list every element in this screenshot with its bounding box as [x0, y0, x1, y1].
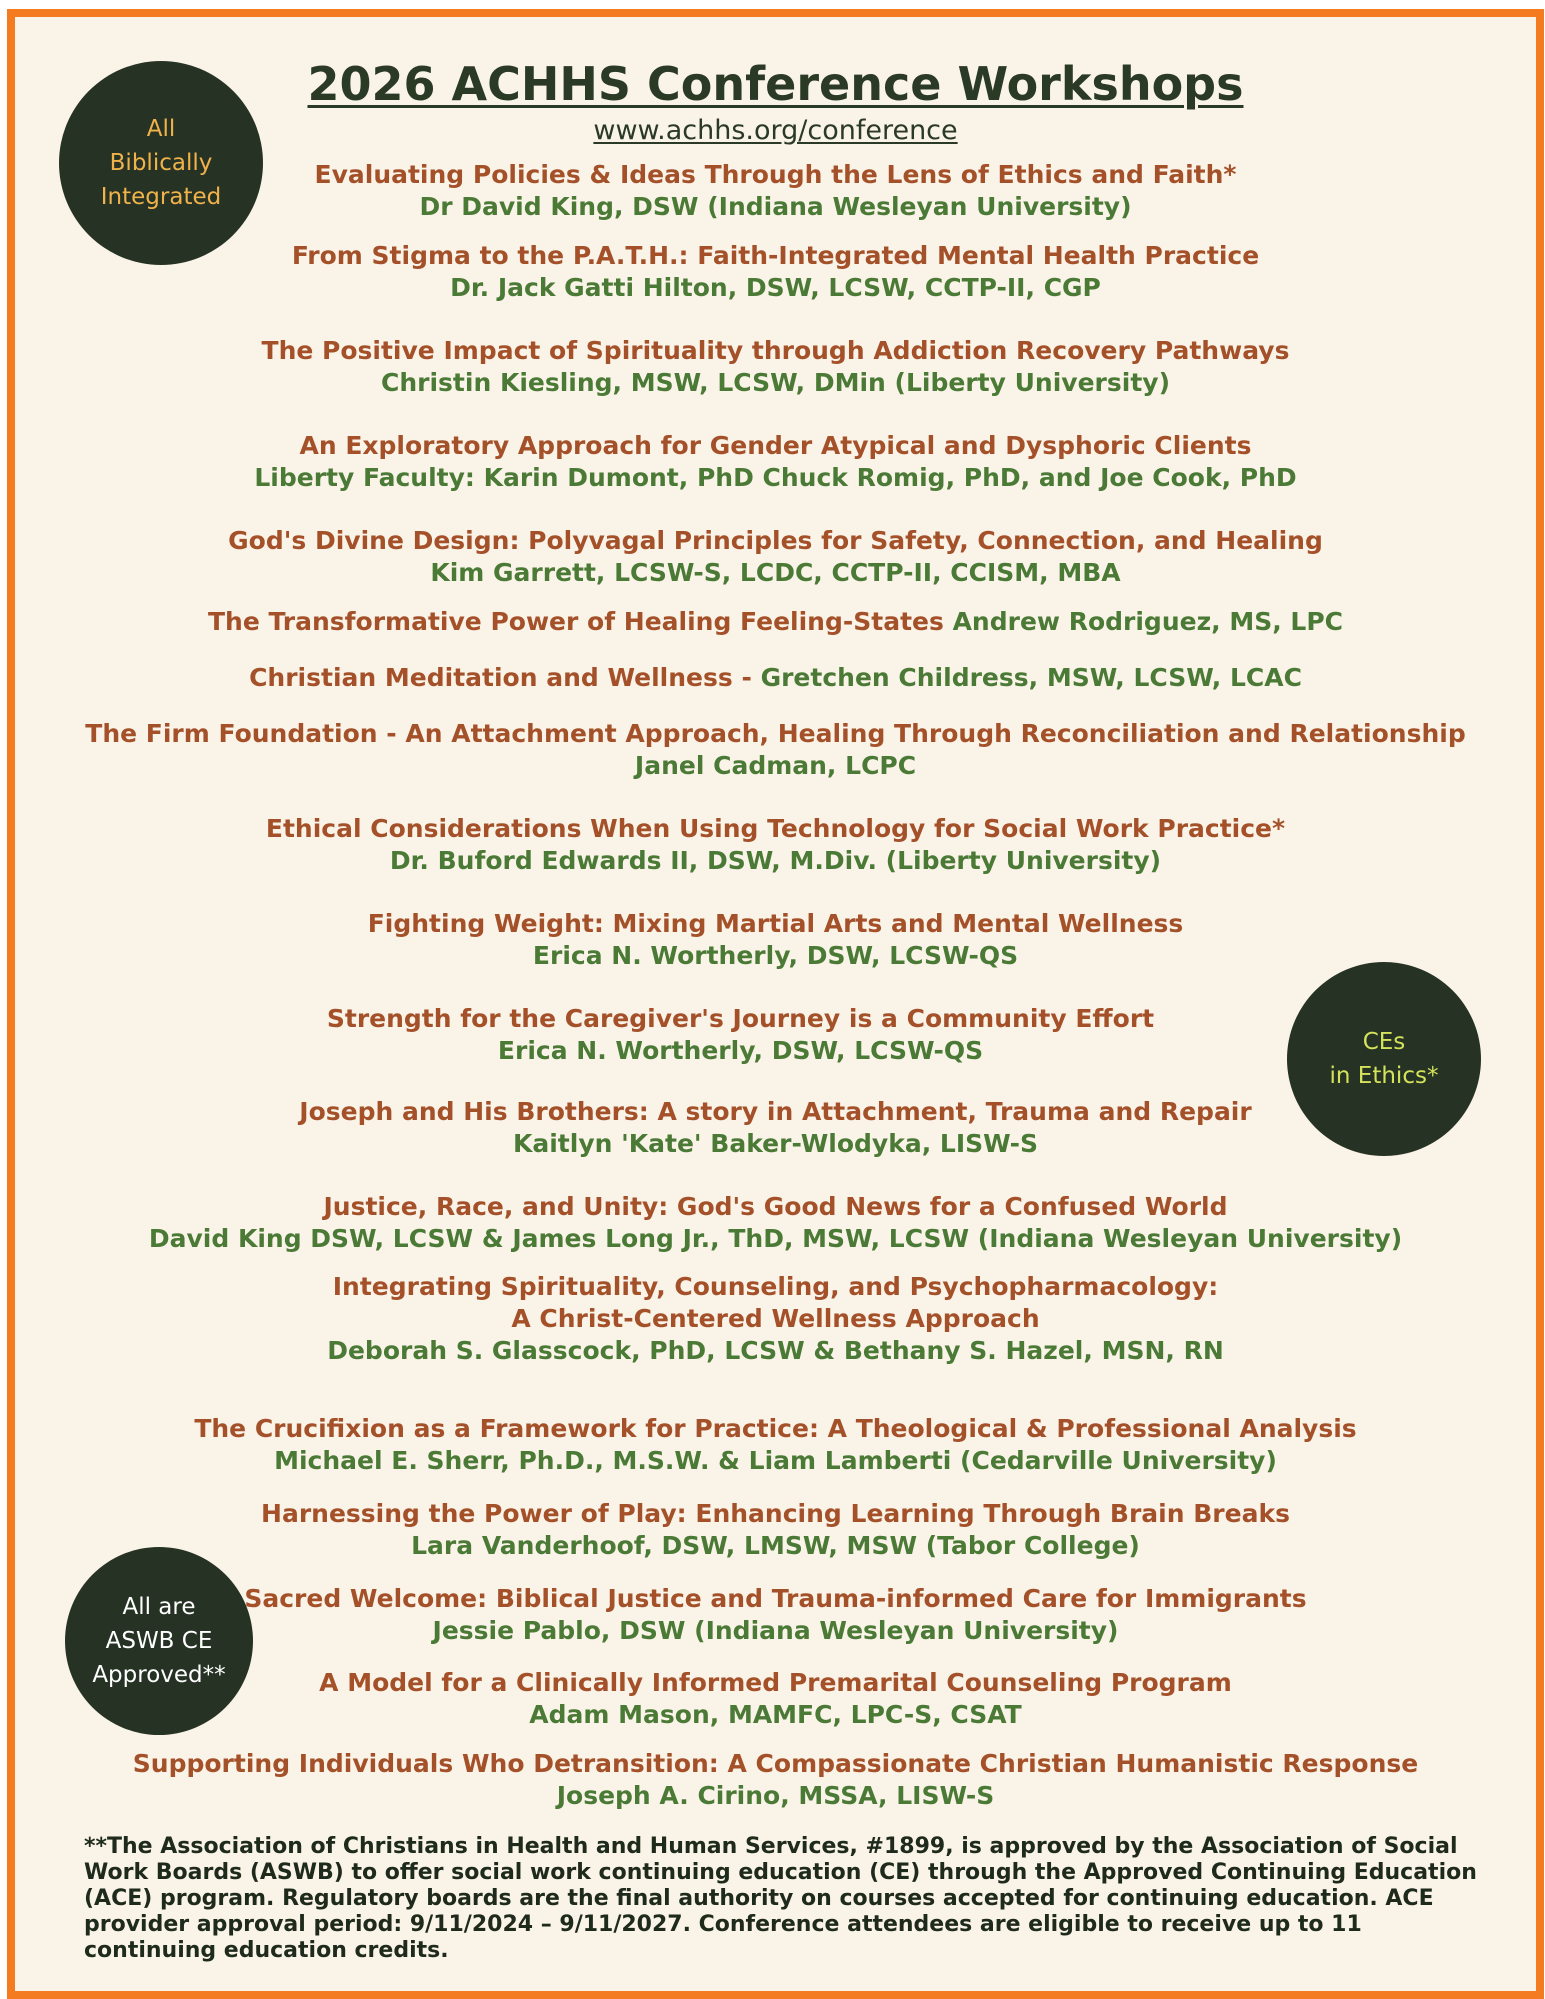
workshop-title: Sacred Welcome: Biblical Justice and Trauma-informed Care for Immigrants — [244, 1584, 1307, 1613]
workshop-presenter: Andrew Rodriguez, MS, LPC — [952, 607, 1344, 636]
workshop-title: From Stigma to the P.A.T.H.: Faith-Integrated Mental Health Practice — [291, 241, 1260, 270]
workshop-presenter: Michael E. Sherr, Ph.D., M.S.W. & Liam Lamberti (Cedarville University) — [274, 1446, 1277, 1475]
workshop-presenter: Kim Garrett, LCSW-S, LCDC, CCTP-II, CCISM, MBA — [430, 558, 1121, 587]
workshop-title: God's Divine Design: Polyvagal Principles for Safety, Connection, and Healing — [228, 526, 1323, 555]
workshop-presenter: Christin Kiesling, MSW, LCSW, DMin (Liberty University) — [381, 368, 1170, 397]
workshop-title-line2: A Christ-Centered Wellness Approach — [511, 1304, 1040, 1333]
workshop-title: Christian Meditation and Wellness - — [249, 663, 752, 692]
workshop-presenter: Dr David King, DSW (Indiana Wesleyan University) — [419, 192, 1132, 221]
workshop-presenter: Jessie Pablo, DSW (Indiana Wesleyan University) — [432, 1616, 1119, 1645]
workshop-presenter: Joseph A. Cirino, MSSA, LISW-S — [556, 1781, 995, 1810]
workshop-presenter: Kaitlyn 'Kate' Baker-Wlodyka, LISW-S — [513, 1129, 1038, 1158]
workshop-presenter: Lara Vanderhoof, DSW, LMSW, MSW (Tabor College) — [411, 1531, 1140, 1560]
workshop-title: A Model for a Clinically Informed Premarital Counseling Program — [319, 1668, 1232, 1697]
workshop-presenter: David King DSW, LCSW & James Long Jr., ThD, MSW, LCSW (Indiana Wesleyan University) — [148, 1224, 1403, 1253]
workshop-title: The Firm Foundation - An Attachment Approach, Healing Through Reconciliation and Relationship — [85, 719, 1466, 748]
workshop-presenter: Janel Cadman, LCPC — [634, 751, 917, 780]
workshop-presenter: Deborah S. Glasscock, PhD, LCSW & Bethany S. Hazel, MSN, RN — [327, 1336, 1224, 1365]
workshop-title: Fighting Weight: Mixing Martial Arts and Mental Wellness — [367, 909, 1184, 938]
workshop-title: The Crucifixion as a Framework for Practice: A Theological & Professional Analysis — [194, 1414, 1357, 1443]
aswb-approved-badge: All are ASWB CE Approved** — [65, 1547, 253, 1735]
ace-approval-footnote: **The Association of Christians in Health and Human Services, #1899, is approved by the Association of Social Work Boards (ASWB) to offer social work continuing education (CE) through the Approved Continuing Education (ACE) program. Regulatory boards are the final authority on courses accepted for continuing education. ACE provider approval period: 9/11/2024 – 9/11/2027. Conference attendees are eligible to receive up to 11 continuing education credits. — [84, 1834, 1477, 1963]
ethics-ce-badge: CEs in Ethics* — [1287, 962, 1481, 1156]
workshop-inline — [15, 663, 1536, 692]
workshop-presenter: Liberty Faculty: Karin Dumont, PhD Chuck Romig, PhD, and Joe Cook, PhD — [254, 463, 1297, 492]
workshop-presenter: Erica N. Wortherly, DSW, LCSW-QS — [532, 941, 1019, 970]
workshop-title: Harnessing the Power of Play: Enhancing Learning Through Brain Breaks — [261, 1499, 1290, 1528]
workshop-title: Supporting Individuals Who Detransition: A Compassionate Christian Humanistic Response — [132, 1749, 1419, 1778]
page-title: 2026 ACHHS Conference Workshops — [307, 57, 1244, 111]
flyer-page — [7, 9, 1544, 1999]
workshop-title: Evaluating Policies & Ideas Through the Lens of Ethics and Faith* — [314, 160, 1237, 189]
workshop-presenter: Adam Mason, MAMFC, LPC-S, CSAT — [529, 1700, 1022, 1729]
workshop-title: Ethical Considerations When Using Technology for Social Work Practice* — [265, 814, 1286, 843]
workshop-inline — [15, 607, 1536, 636]
workshop-title: Justice, Race, and Unity: God's Good News for a Confused World — [323, 1192, 1228, 1221]
workshop-title: An Exploratory Approach for Gender Atypical and Dysphoric Clients — [299, 431, 1252, 460]
workshop-presenter: Dr. Jack Gatti Hilton, DSW, LCSW, CCTP-II, CGP — [450, 273, 1101, 302]
workshop-title: Strength for the Caregiver's Journey is a Community Effort — [326, 1004, 1155, 1033]
workshop-title: The Transformative Power of Healing Feeling-States — [207, 607, 944, 636]
workshop-title: The Positive Impact of Spirituality through Addiction Recovery Pathways — [261, 336, 1290, 365]
workshop-title: Integrating Spirituality, Counseling, and Psychopharmacology: — [332, 1272, 1219, 1301]
workshop-presenter: Dr. Buford Edwards II, DSW, M.Div. (Liberty University) — [389, 846, 1162, 875]
workshop-presenter: Gretchen Childress, MSW, LCSW, LCAC — [760, 663, 1302, 692]
biblically-integrated-badge: All Biblically Integrated — [59, 61, 263, 265]
conference-link[interactable]: www.achhs.org/conference — [593, 115, 958, 146]
workshop-presenter: Erica N. Wortherly, DSW, LCSW-QS — [497, 1036, 984, 1065]
workshop-title: Joseph and His Brothers: A story in Attachment, Trauma and Repair — [299, 1097, 1252, 1126]
